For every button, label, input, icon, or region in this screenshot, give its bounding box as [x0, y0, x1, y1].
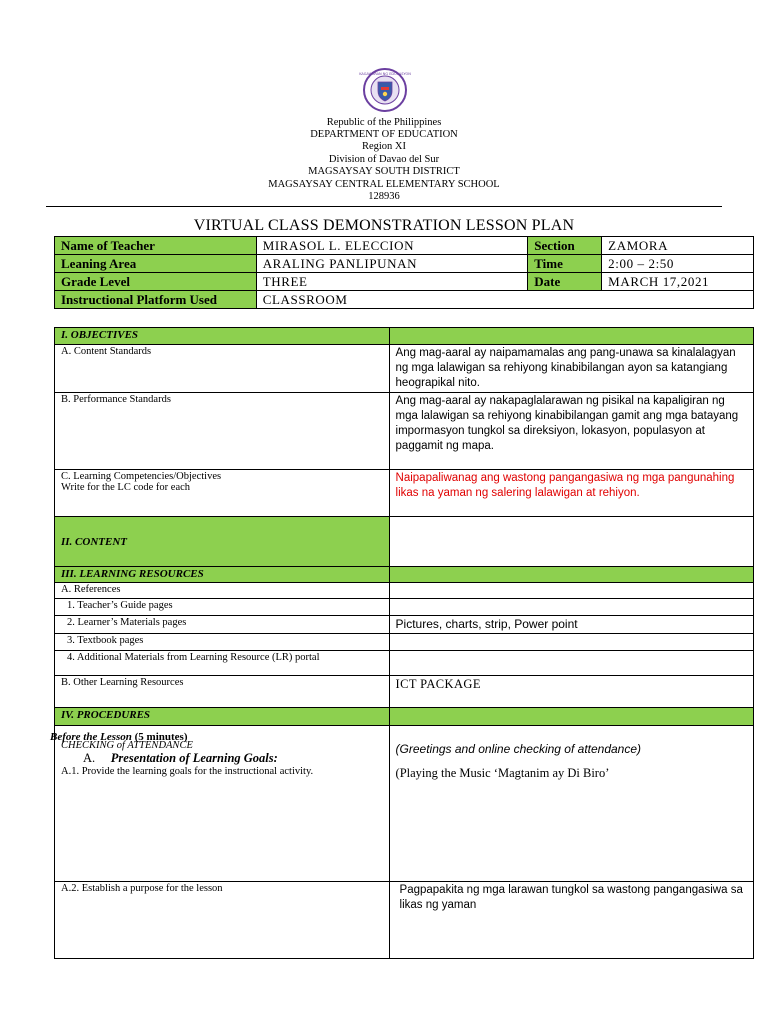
before-lesson-title: Before the Lesson [50, 731, 132, 743]
textbook-label: 3. Textbook pages [55, 634, 390, 651]
time-value: 2:00 – 2:50 [602, 255, 754, 273]
learners-materials-value: Pictures, charts, strip, Power point [389, 616, 753, 634]
before-lesson-left [55, 726, 390, 882]
content-value [389, 517, 753, 567]
resources-heading: III. LEARNING RESOURCES [55, 567, 390, 583]
purpose-label: A.2. Establish a purpose for the lesson [55, 882, 390, 959]
date-value: MARCH 17,2021 [602, 273, 754, 291]
additional-materials-label: 4. Additional Materials from Learning Resource (LR) portal [55, 651, 390, 676]
header-district: MAGSAYSAY SOUTH DISTRICT [308, 166, 460, 177]
header-republic: Republic of the Philippines [326, 117, 442, 128]
lesson-plan-table [54, 327, 754, 959]
header-region: Region XI [361, 141, 407, 152]
header-school: MAGSAYSAY CENTRAL ELEMENTARY SCHOOL [268, 179, 500, 190]
teacher-info-table [54, 236, 754, 309]
header-department: DEPARTMENT OF EDUCATION [310, 129, 458, 140]
grade-value: THREE [256, 273, 528, 291]
objectives-heading-fill [389, 328, 753, 345]
section-value: ZAMORA [602, 237, 754, 255]
grade-label: Grade Level [55, 273, 257, 291]
before-lesson-label [50, 731, 188, 743]
teacher-label: Name of Teacher [55, 237, 257, 255]
time-label: Time [528, 255, 602, 273]
competency-value: Naipapaliwanag ang wastong pangangasiwa ng mga pangunahing likas na yaman ng salering lalawigan at rehiyon. [389, 470, 753, 517]
area-label: Leaning Area [55, 255, 257, 273]
greetings-note: (Greetings and online checking of attendance) [395, 742, 642, 756]
objectives-heading: I. OBJECTIVES [55, 328, 390, 345]
learning-goals-instruction: A.1. Provide the learning goals for the instructional activity. [61, 766, 314, 777]
teacher-value: MIRASOL L. ELECCION [256, 237, 528, 255]
content-standards-value: Ang mag-aaral ay naipamamalas ang pang-unawa sa kinalalagyan ng mga lalawigan sa rehiyong kinabibilangan ayon sa katangiang heograpikal nito. [389, 345, 753, 393]
area-value: ARALING PANLIPUNAN [256, 255, 528, 273]
references-label: A. References [55, 583, 390, 599]
competency-label: C. Learning Competencies/Objectives [61, 471, 222, 482]
other-resources-value: ICT PACKAGE [389, 676, 753, 708]
platform-label: Instructional Platform Used [55, 291, 257, 309]
content-standards-label: A. Content Standards [55, 345, 390, 393]
resources-heading-fill [389, 567, 753, 583]
deped-seal-icon [359, 68, 411, 112]
before-lesson-right [389, 726, 753, 882]
textbook-value [389, 634, 753, 651]
content-heading: II. CONTENT [55, 517, 390, 567]
references-value [389, 583, 753, 599]
performance-standards-label [55, 393, 390, 470]
procedures-heading-fill [389, 708, 753, 726]
checking-attendance-label: CHECKING of ATTENDANCE [61, 740, 193, 751]
competency-sub-label: Write for the LC code for each [61, 482, 191, 493]
page-title: VIRTUAL CLASS DEMONSTRATION LESSON PLAN [193, 217, 575, 234]
header-division: Division of Davao del Sur [328, 154, 440, 165]
performance-standards-text: B. Performance Standards [61, 394, 171, 405]
purpose-value: Pagpapakita ng mga larawan tungkol sa wastong pangangasiwa sa likas ng yaman [389, 882, 753, 959]
section-label: Section [528, 237, 602, 255]
presentation-letter: A. [83, 751, 96, 765]
teachers-guide-value [389, 599, 753, 616]
competency-label-cell [55, 470, 390, 517]
seal-text: KAGAWARAN NG EDUKASYON [359, 72, 411, 76]
other-resources-label: B. Other Learning Resources [55, 676, 390, 708]
music-note: (Playing the Music ‘Magtanim ay Di Biro’ [395, 766, 610, 780]
header-divider [46, 206, 722, 207]
presentation-goals-heading [61, 751, 383, 766]
header-school-id: 128936 [368, 191, 400, 202]
learners-materials-label: 2. Learner’s Materials pages [55, 616, 390, 634]
procedures-heading: IV. PROCEDURES [55, 708, 390, 726]
presentation-goals-label: Presentation of Learning Goals: [110, 751, 278, 765]
performance-standards-value: Ang mag-aaral ay nakapaglalarawan ng pisikal na kapaligiran ng mga lalawigan sa rehiyong kinabibilangan gamit ang mga batayang impormasyon tungkol sa direksiyon, lokasyon, populasyon at paggamit ng mapa. [389, 393, 753, 470]
additional-materials-value [389, 651, 753, 676]
date-label: Date [528, 273, 602, 291]
platform-value: CLASSROOM [256, 291, 753, 309]
teachers-guide-label: 1. Teacher’s Guide pages [55, 599, 390, 616]
before-lesson-minutes: (5 minutes) [134, 731, 188, 743]
